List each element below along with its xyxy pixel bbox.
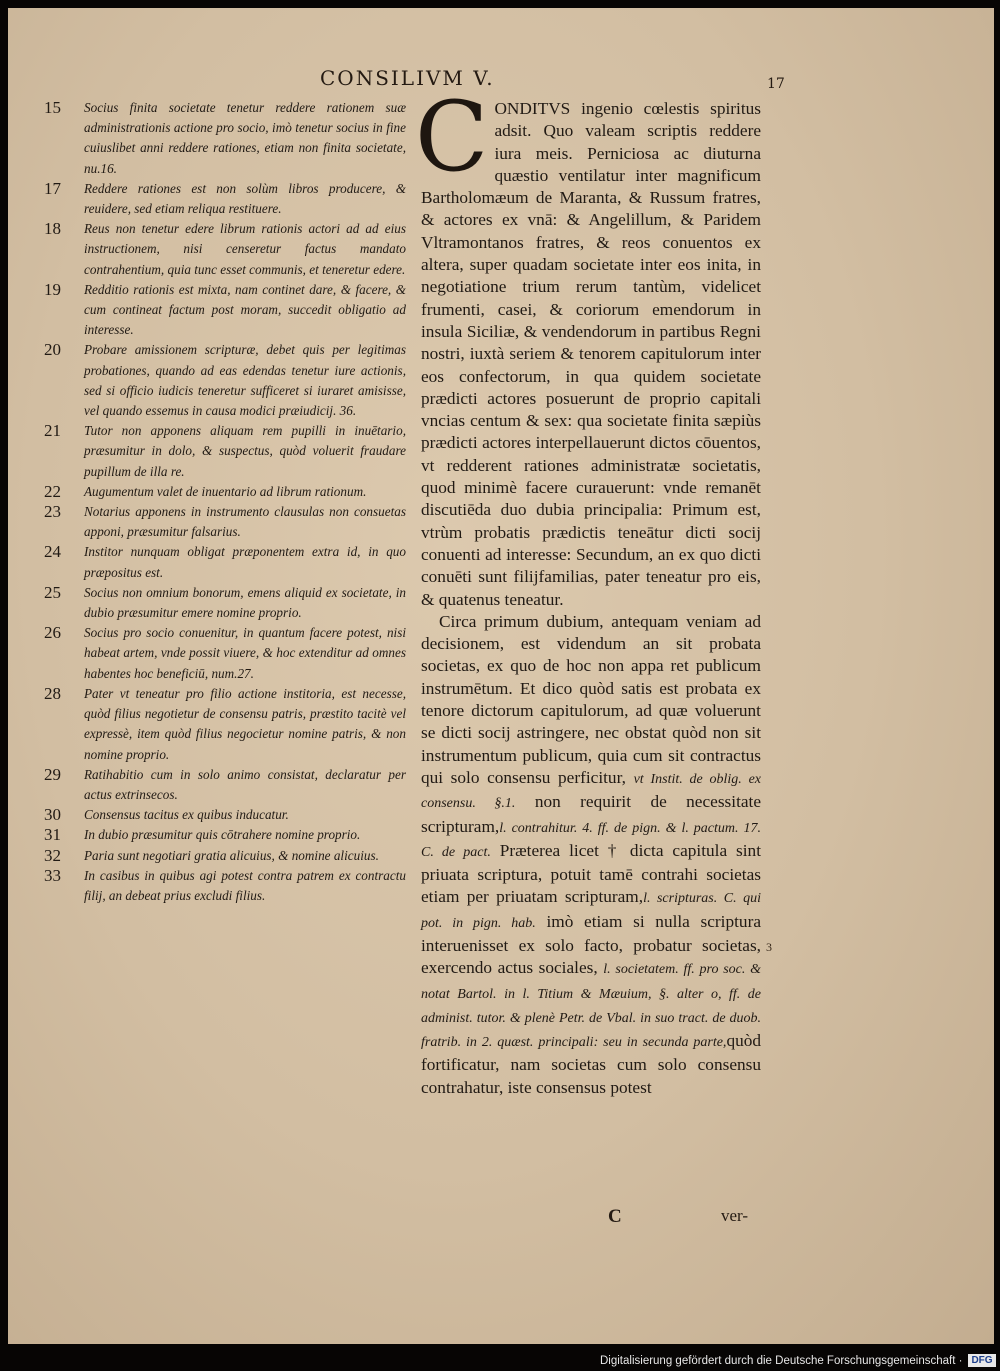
- summary-entry: [44, 421, 406, 482]
- entry-number: 29: [44, 764, 61, 784]
- summary-entry: [44, 805, 406, 825]
- summary-entry: [44, 179, 406, 219]
- entry-text: Ratihabitio cum in solo animo consistat, declaratur per actus extrinsecos.: [84, 766, 406, 802]
- summary-index: [44, 98, 406, 906]
- drop-cap-initial: C: [415, 81, 489, 193]
- entry-number: 20: [44, 340, 61, 360]
- summary-entry: [44, 340, 406, 421]
- footer-credit-text: Digitalisierung gefördert durch die Deutsche Forschungsgemeinschaft ·: [600, 1354, 963, 1367]
- entry-text: Reus non tenetur edere librum rationis actori ad ad eius instructionem, nisi censeretur factus mandato contrahentium, quia tunc esset communis, et teneretur edere.: [84, 221, 406, 277]
- summary-entry: [44, 482, 406, 502]
- summary-entry: [44, 866, 406, 906]
- summary-entry: [44, 583, 406, 623]
- entry-number: 33: [44, 865, 61, 885]
- summary-entry: [44, 219, 406, 280]
- body-text: Præterea licet † dicta capitula sint priuata scriptura, potuit tamē contrahi societas etiam per priuatam scripturam,: [421, 840, 762, 907]
- legal-citation: l. scripturas. C. qui pot. in pign. hab.: [421, 891, 761, 931]
- entry-text: Notarius apponens in instrumento clausulas non consuetas apponi, præsumitur falsarius.: [84, 504, 406, 540]
- entry-text: In dubio præsumitur quis cōtrahere nomine proprio.: [84, 827, 361, 843]
- body-text: non requirit de necessitate scripturam,: [421, 792, 762, 836]
- summary-entry: [44, 502, 406, 542]
- summary-entry: [44, 684, 406, 765]
- entry-number: 31: [44, 825, 61, 845]
- entry-number: 30: [44, 805, 61, 825]
- body-text: quòd fortificatur, nam societas cum solo consensu contrahatur, iste consensus potest: [421, 1031, 761, 1097]
- entry-number: 28: [44, 683, 61, 703]
- entry-text: Paria sunt negotiari gratia alicuius, & nomine alicuius.: [84, 847, 379, 863]
- entry-number: 32: [44, 845, 61, 865]
- margin-reference-mark: 3: [766, 940, 772, 954]
- page-header-title: CONSILIVM V.: [320, 66, 495, 90]
- legal-citation: l. societatem. ff. pro soc. & notat Bartol. in l. Titium & Mæuium, §. alter o, ff. de administ. tutor. & plenè Petr. de Vbal. in suo tract. de duob. fratrib. in 2. quæst. principali: seu in secunda parte,: [421, 962, 761, 1051]
- entry-text: Tutor non apponens aliquam rem pupilli in inuētario, præsumitur in dolo, & suspectus, quòd voluerit fraudare pupillum de illa re.: [84, 423, 406, 479]
- entry-number: 23: [44, 502, 61, 522]
- summary-entry: [44, 623, 406, 684]
- entry-number: 19: [44, 279, 61, 299]
- legal-citation: vt Instit. de oblig. ex consensu. §.1.: [421, 771, 761, 812]
- book-page: [8, 8, 994, 1344]
- legal-citation: l. contrahitur. 4. ff. de pign. & l. pactum. 17. C. de pact.: [421, 820, 761, 860]
- entry-number: 21: [44, 421, 61, 441]
- body-text: Circa primum dubium, antequam veniam ad decisionem, est videndum an sit probata societas, ex quo de hoc non appa ret publicum instrumētum. Et dico quòd satis est probata ex tenore dictorum capitulorum, ad quæ voluerunt se dicti socij astringere, nec obstat quòd non sit instrumentum publicum, quia cum sit contractus qui solo consensu perficitur,: [421, 611, 761, 787]
- signature-mark: C: [608, 1206, 622, 1227]
- summary-entry: [44, 846, 406, 866]
- summary-entry: [44, 542, 406, 582]
- entry-text: Socius finita societate tenetur reddere rationem suæ administrationis actione pro socio, imò tenetur socius in fine cuiuslibet anni reddere rationes, etiam non finita societate, nu.16.: [84, 100, 406, 176]
- entry-number: 26: [44, 623, 61, 643]
- entry-number: 15: [44, 98, 61, 117]
- summary-entry: [44, 98, 406, 179]
- paragraph-primum-dubium: [421, 611, 761, 1099]
- dfg-logo: DFG: [968, 1354, 995, 1367]
- entry-text: Redditio rationis est mixta, nam continet dare, & facere, & cum contineat factum post moram, succedit obligatio ad interesse.: [84, 281, 406, 338]
- entry-number: 24: [44, 542, 61, 562]
- summary-entry: [44, 825, 406, 845]
- paragraph-opening: [415, 81, 761, 611]
- entry-text: Reddere rationes est non solùm libros producere, & reuidere, sed etiam reliqua restituere.: [84, 180, 406, 217]
- entry-number: 25: [44, 582, 61, 602]
- entry-text: Consensus tacitus ex quibus inducatur.: [84, 807, 289, 823]
- opening-text: ONDITVS ingenio cœlestis spiritus adsit. Quo valeam scriptis reddere iura meis. Perniciosa ac diuturna quæstio ventilatur inter magnificum Bartholomæum de Maranta, & Russum fratres, & actores ex vnā: & Angelillum, & Paridem Vltramontanos fratres, & reos conuentos ex altera, super quadam societate inter eos inita, in negotiatione trium rerum tantùm, videlicet frumenti, casei, & coriorum emendorum in insula Siciliæ, & vendendorum in partibus Regni nostri, iuxtà seriem & tenorem capitulorum inter eos confectorum, in qua quidem societate prædicti actores posuerunt de proprio capitali vncias centum & sex: qua societate finita sæpiùs prædicti actores interpellauerunt dictos cōuentos, vt redderent rationes administratæ societatis, quod minimè facere curauerunt: vnde remanēt discutiēda duo dubia principalia: Primum est, vtrùm probatis prædictis teneātur dicti socij conuenti ad interesse: Secundum, an ex quo dicti conuēti sunt filijfamilias, pater teneatur pro eis, & quatenus teneatur.: [421, 99, 761, 609]
- main-text: [415, 81, 762, 1099]
- entry-text: Probare amissionem scripturæ, debet quis per legitimas probationes, quando ad eas edendas tenetur iure actionis, sed si officio iudicis teneretur sufficeret si iuraret amisisse, vel quando essemus in causa modici præiudicij. 36.: [84, 342, 406, 419]
- catchword: ver-: [721, 1206, 749, 1225]
- summary-entry: [44, 765, 406, 805]
- page-number: 17: [767, 76, 785, 92]
- entry-text: Institor nunquam obligat præponentem extra id, in quo præpositus est.: [84, 544, 406, 580]
- entry-text: Socius pro socio conuenitur, in quantum facere potest, nisi habeat artem, vnde possit viuere, & hoc extenditur ad omnes habentes hoc beneficiū, num.27.: [84, 625, 406, 681]
- entry-text: Pater vt teneatur pro filio actione institoria, est necesse, quòd filius negotietur de consensu patris, præstito tacitè vel expressè, item quòd filius negocietur nomine patris, & non nomine proprio.: [84, 685, 406, 762]
- entry-number: 18: [44, 219, 61, 239]
- entry-text: In casibus in quibus agi potest contra patrem ex contractu filij, an debeat prius excludi filius.: [84, 867, 406, 903]
- entry-text: Augumentum valet de inuentario ad librum rationum.: [84, 483, 367, 499]
- entry-text: Socius non omnium bonorum, emens aliquid ex societate, in dubio præsumitur emere nomine proprio.: [84, 584, 406, 621]
- entry-number: 17: [44, 178, 61, 198]
- digitization-footer: [600, 1352, 996, 1369]
- entry-number: 22: [44, 481, 61, 501]
- summary-entry: [44, 280, 406, 341]
- body-text: imò etiam si nulla scriptura interuenisset ex solo facto, probatur societas, exercendo actus sociales,: [421, 911, 761, 978]
